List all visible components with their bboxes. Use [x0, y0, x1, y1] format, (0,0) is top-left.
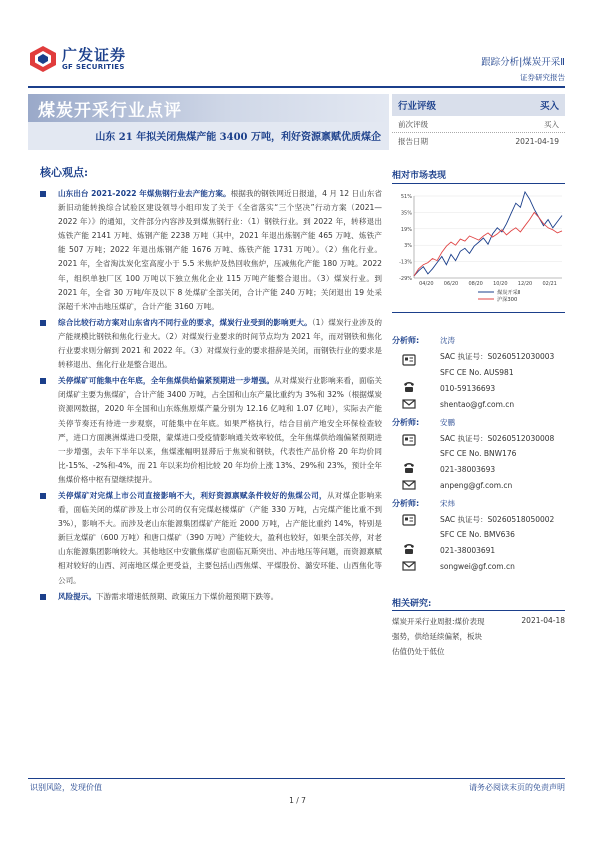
analyst-email[interactable]: anpeng@gf.com.cn: [440, 481, 513, 490]
bullet-marker-icon: [40, 493, 46, 499]
previous-rating-row: [392, 116, 565, 132]
y-tick-label: -29%: [399, 276, 412, 282]
core-point: [40, 374, 382, 487]
analyst-phone: 021-38003691: [440, 546, 496, 555]
footer-slogan: 识别风险，发现价值: [30, 783, 102, 792]
related-report-title[interactable]: 煤炭开采行业周报:煤价表现: [392, 617, 485, 626]
core-point-lead: 风险提示。: [58, 591, 96, 601]
title-bar: [28, 94, 389, 122]
report-type: 跟踪分析|煤炭开采Ⅱ: [481, 57, 565, 68]
core-point-body: 下游需求增速低预期、政策压力下煤价超预期下跌等。: [95, 591, 279, 601]
x-tick-label: 08/20: [468, 281, 483, 287]
analyst-name: 宋炜: [440, 499, 455, 508]
core-point-body: 从对煤企影响来看，面临关闭的煤矿涉及上市公司的仅有完煤赵楼煤矿（产能 330 万吨，占完煤产能比重不到 3%），影响不大。而涉及老山东能源集团煤矿产能近 2000 万吨，占产能比重约 14%，特别是新巨龙煤矿（600 万吨）和唐口煤矿（390 万吨）产能较大，盈利也较好，如果全部关停，对老山东能源集团影响较大。其他地区中安徽焦煤矿也面临瓦斯突出、冲击地压等问题，而资源禀赋相对较好的山西、河南地区煤企更受益，主要包括山西焦煤、平煤股份、潞安环能、山西焦化等公司。: [58, 490, 383, 585]
analyst-name: 安鹏: [440, 418, 455, 427]
core-points-list: [40, 187, 382, 606]
bullet-marker-icon: [40, 378, 46, 384]
bullet-marker-icon: [40, 594, 46, 600]
x-tick-label: 02/21: [542, 281, 557, 287]
related-report-title-cont: 强势，供给延续偏紧，板块: [392, 632, 482, 641]
related-divider: [392, 610, 565, 611]
core-point: [40, 187, 382, 314]
core-points-title: 核心观点:: [40, 166, 89, 179]
analyst-label: 分析师:: [392, 499, 420, 508]
report-date-label: 报告日期: [398, 136, 428, 146]
core-point-body: （1）煤炭行业涉及的产能规模比钢铁和焦化行业大。（2）对煤炭行业要求的时间节点均为 2021 年，而对钢铁和焦化行业要求则分解到 2021 和 2022 年。（3）对煤炭行业的要求措辞是关闭，而钢铁行业的要求是转移退出、焦化行业是整合退出。: [58, 317, 383, 370]
analyst-name: 沈涛: [440, 336, 455, 345]
analyst-phone: 010-59136693: [440, 384, 496, 393]
analyst-sac: SAC 执证号：S0260512030008: [440, 434, 555, 443]
analyst-label: 分析师:: [392, 336, 420, 345]
phone-icon: [402, 542, 416, 556]
x-tick-label: 10/20: [493, 281, 508, 287]
x-tick-label: 12/20: [517, 281, 533, 287]
phone-icon: [402, 380, 416, 394]
legend-label: 煤炭开采Ⅱ: [497, 290, 521, 296]
core-point-lead: 山东出台 2021-2022 年煤焦钢行业去产能方案。: [58, 189, 231, 198]
related-report-date: 2021-04-18: [521, 616, 565, 625]
rating-box: [392, 94, 565, 149]
rating-value: 买入: [539, 101, 559, 112]
bullet-marker-icon: [40, 191, 46, 197]
id-card-icon: [402, 353, 416, 367]
company-logo: [28, 44, 158, 74]
related-report-title-cont: 估值仍处于低位: [392, 647, 445, 656]
y-tick-label: 35%: [400, 210, 412, 217]
report-title: 煤炭开采行业点评: [38, 101, 182, 121]
relative-performance-chart: [392, 188, 565, 306]
rating-header: [392, 94, 565, 116]
header-divider: [28, 86, 565, 88]
page-number: 1 / 7: [289, 796, 306, 805]
analyst-sfc: SFC CE No. BMV636: [440, 530, 515, 539]
previous-rating-value: 买入: [544, 119, 559, 129]
email-icon: [402, 559, 416, 573]
core-point-lead: 综合比较行动方案对山东省内不同行业的要求，煤炭行业受到的影响更大。: [58, 317, 312, 327]
analyst-email[interactable]: shentao@gf.com.cn: [440, 400, 515, 409]
analyst-email[interactable]: songwei@gf.com.cn: [440, 562, 515, 571]
core-point-body: 从对煤炭行业影响来看，面临关闭煤矿主要为焦煤矿，合计产能 3400 万吨，占全国和山东产量比重约为 3%和 32%（根据煤炭资源网数据，2020 年全国和山东炼焦原煤产量分别为 12.16 亿吨和 1.07 亿吨），实际去产能关停节奏还有待进一步观察，可能集中在年底。如果严格执行，结合目前产地安全环保检查较严，进口方面澳洲煤进口受限，蒙煤进口受疫情影响通关效率较低，全年焦煤供给端偏紧预期进一步增强，去年下半年以来，焦煤涨幅明显滞后于焦炭和钢铁，代表性产品价格 20 年均价同比-15%、-2%和-4%，而 21 年以来均价相比较 20 年均价上涨 13%、29%和 23%，预计全年焦煤价格中枢有望继续提升。: [58, 376, 383, 484]
report-date-row: [392, 133, 565, 149]
x-tick-label: 06/20: [443, 281, 459, 287]
email-icon: [402, 397, 416, 411]
report-date-value: 2021-04-19: [515, 136, 559, 146]
core-point-lead: 关停煤矿可能集中在年底，全年焦煤供给偏紧预期进一步增强。: [58, 376, 275, 386]
analyst-divider: [392, 312, 565, 313]
analyst-sac: SAC 执证号：S0260512030003: [440, 352, 555, 361]
gf-logo-icon: [28, 44, 58, 74]
email-icon: [402, 478, 416, 492]
rating-label: 行业评级: [398, 101, 437, 112]
core-point: [40, 489, 382, 588]
logo-chinese-name: 广发证券: [62, 45, 127, 64]
footer-disclaimer: 请务必阅读末页的免责声明: [469, 783, 565, 792]
phone-icon: [402, 461, 416, 475]
title-banner: [28, 94, 389, 150]
y-tick-label: 3%: [404, 243, 412, 250]
y-tick-label: 19%: [400, 226, 412, 233]
y-tick-label: 51%: [400, 194, 412, 200]
analyst-sac: SAC 执证号：S0260518050002: [440, 515, 555, 524]
analyst-sfc: SFC CE No. AUS981: [440, 368, 514, 377]
performance-title: 相对市场表现: [392, 171, 447, 181]
performance-divider: [392, 183, 565, 184]
id-card-icon: [402, 513, 416, 527]
core-point-lead: 关停煤矿对完煤上市公司直接影响不大，利好资源禀赋条件较好的焦煤公司，: [58, 490, 327, 500]
analyst-label: 分析师:: [392, 418, 420, 427]
analyst-phone: 021-38003693: [440, 465, 496, 474]
logo-english-name: GF SECURITIES: [62, 62, 125, 71]
core-point-body: 根据我的钢铁网近日报道，4 月 12 日山东省新旧动能转换综合试验区建设领导小组印发了关于《全省落实“三个坚决”行动方案（2021—2022 年）》的通知，文件部分内容涉及到煤焦钢行业：（1）钢铁行业。到 2022 年，转移退出炼铁产能 2141 万吨、炼钢产能 2238 万吨（其中，2021 年退出炼钢产能 465 万吨、炼铁产能 507 万吨；2022 年退出炼钢产能 1676 万吨、炼铁产能 1731 万吨）。（2）焦化行业。2021 年，全省淘汰炭化室高度小于 5.5 米焦炉及热回收焦炉，压减焦化产能 180 万吨。2022 年，组织单独厂区 100 万吨以下独立焦化企业 115 万吨产能整合退出。（3）煤炭行业。到 2021 年，全省 30 万吨/年及以下 8 处煤矿全部关闭，合计产能 240 万吨；关闭退出 19 处采深超千米冲击地压煤矿，合计产能 3160 万吨。: [58, 189, 382, 311]
y-tick-label: -13%: [399, 259, 412, 266]
report-subtitle: 山东 21 年拟关闭焦煤产能 3400 万吨，利好资源禀赋优质煤企: [95, 132, 381, 143]
analyst-sfc: SFC CE No. BNW176: [440, 449, 517, 458]
core-point: [40, 590, 382, 604]
report-kind: 证券研究报告: [520, 73, 565, 82]
id-card-icon: [402, 433, 416, 447]
footer-divider: [28, 778, 565, 779]
legend-label: 沪深300: [497, 297, 518, 303]
previous-rating-label: 前次评级: [398, 119, 428, 129]
series-line: [414, 192, 562, 276]
bullet-marker-icon: [40, 320, 46, 326]
related-research-title: 相关研究:: [392, 599, 432, 609]
core-point: [40, 316, 382, 372]
x-tick-label: 04/20: [419, 281, 434, 287]
